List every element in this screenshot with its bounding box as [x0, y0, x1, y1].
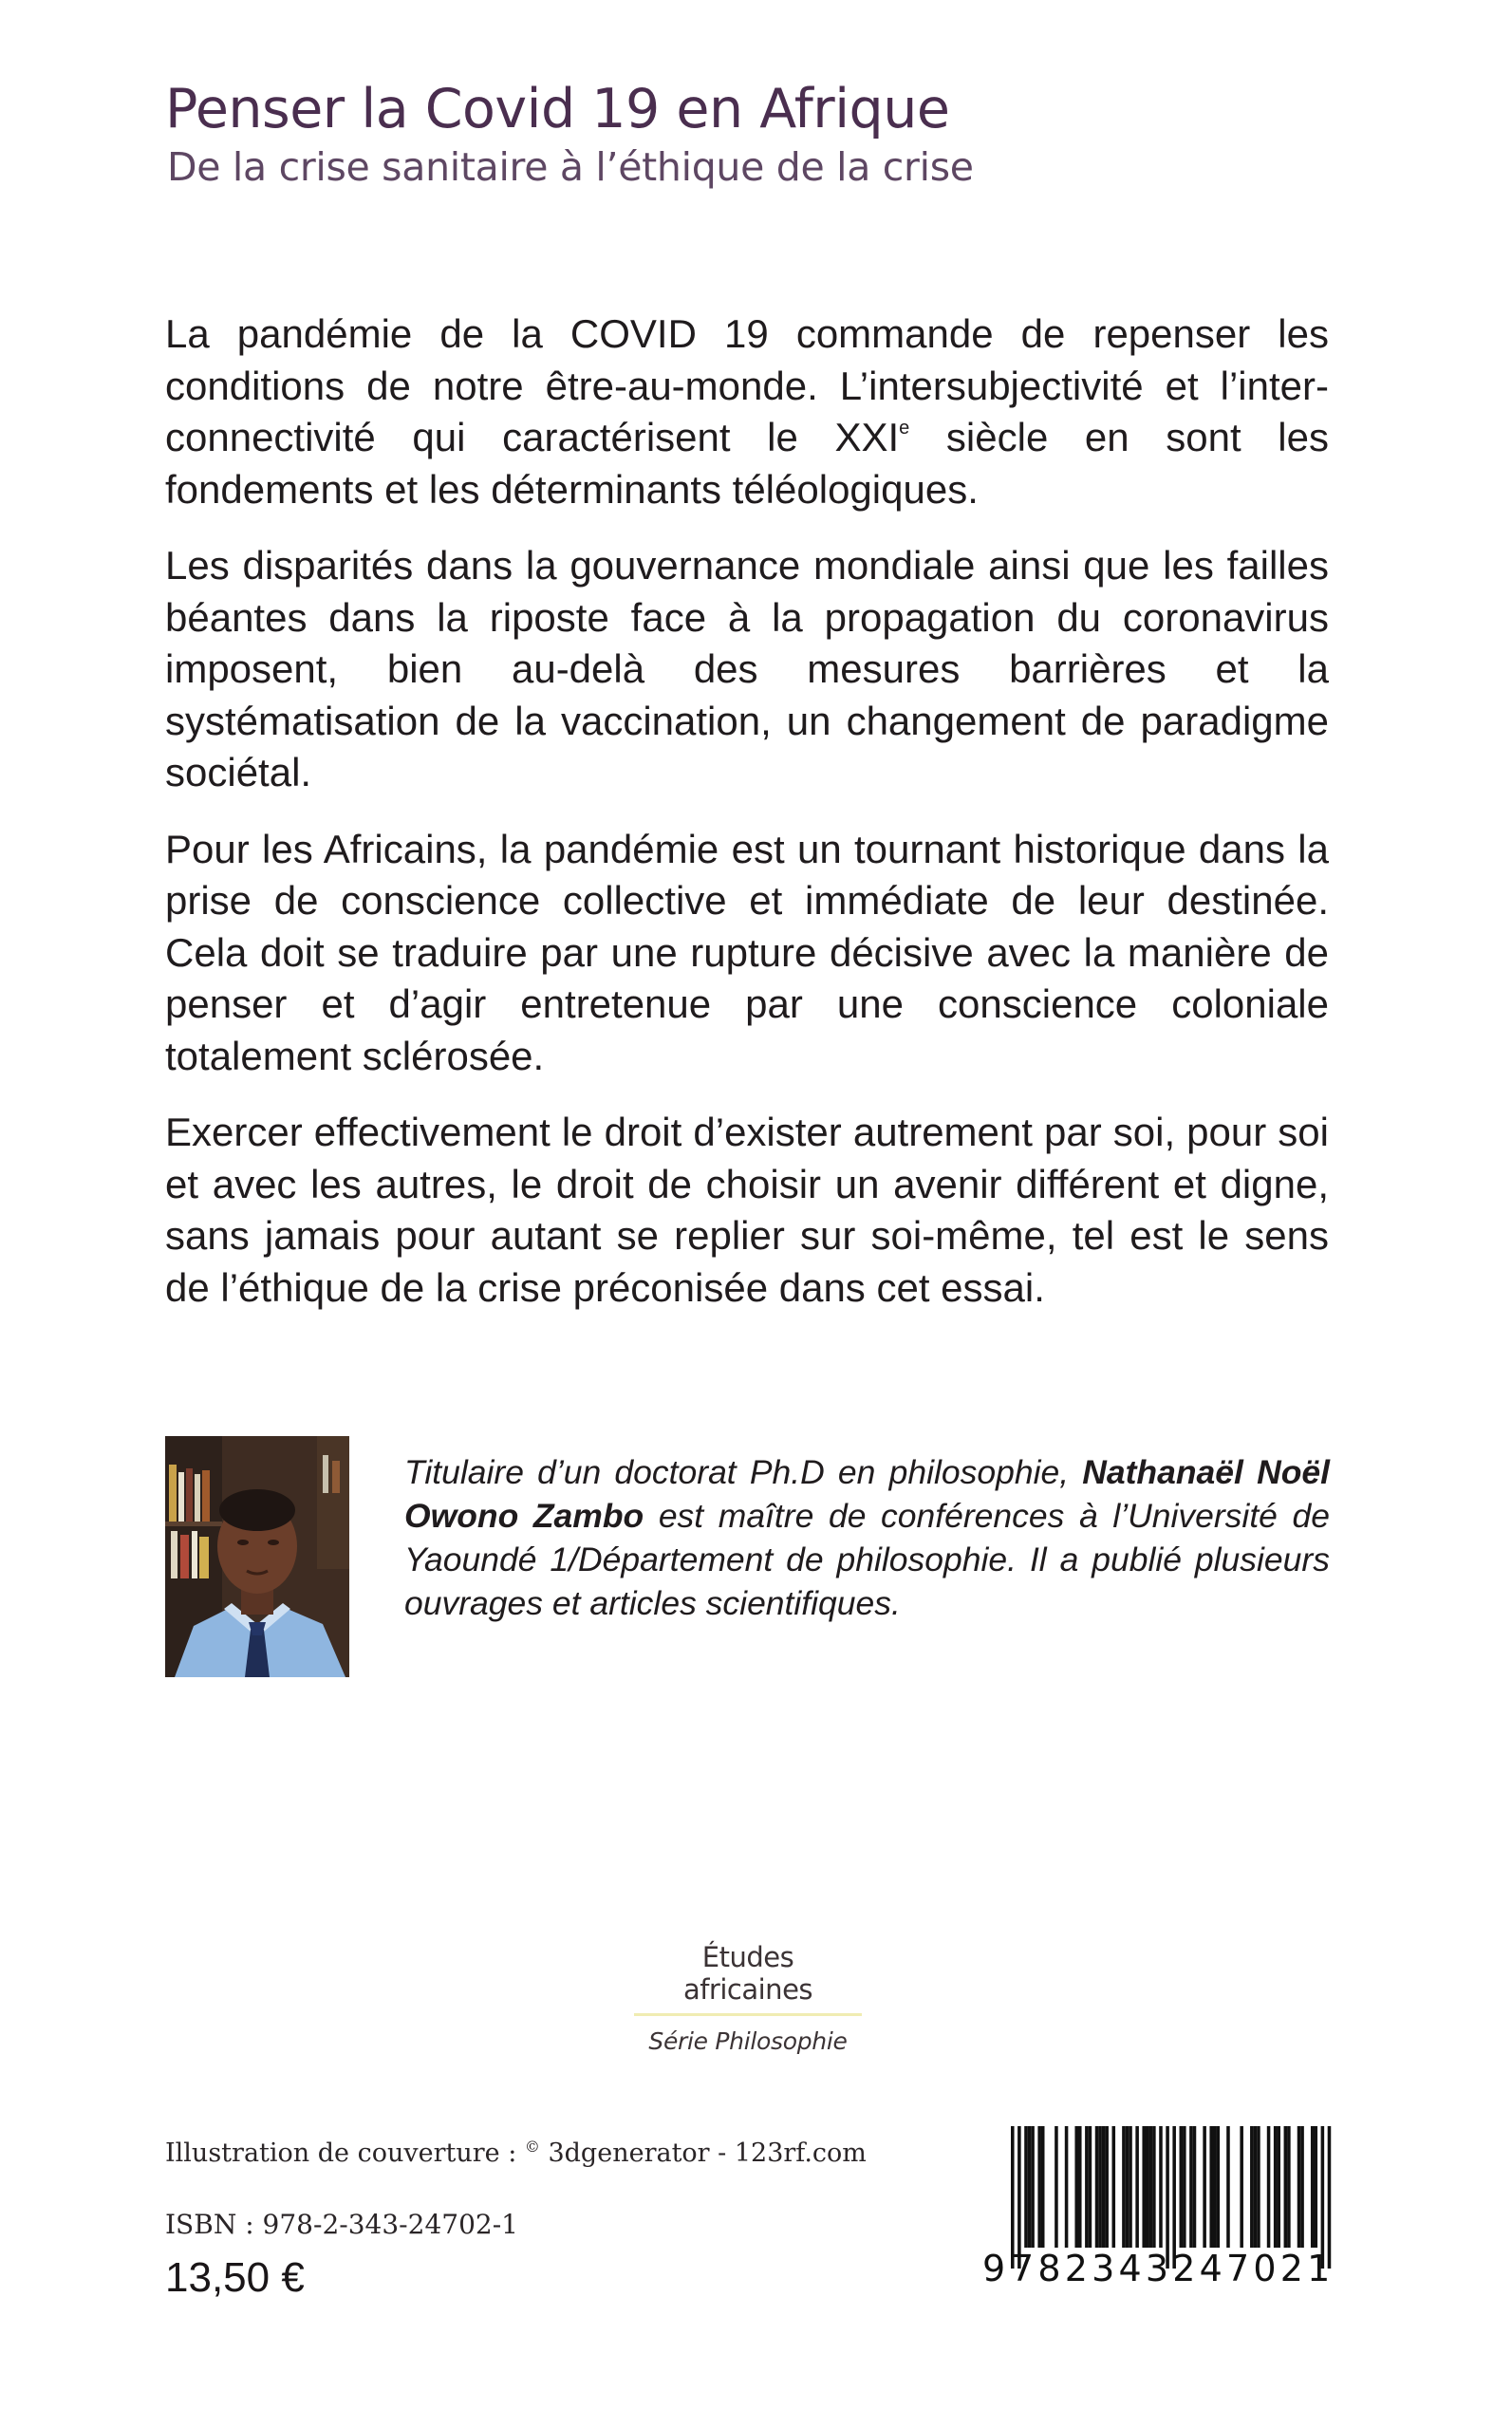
barcode-bar [1129, 2126, 1132, 2248]
barcode-bar [1089, 2126, 1092, 2248]
barcode-bar [1297, 2126, 1301, 2248]
back-cover-summary [165, 308, 1329, 1338]
barcode-bar [1277, 2126, 1280, 2248]
summary-paragraph-1-part-2: siècle en sont les fondements et les déterminants téléologiques. [165, 415, 1329, 512]
barcode-first-digit: 9 [982, 2248, 1006, 2289]
collection-series: Série Philosophie [648, 2027, 848, 2055]
author-bio-rest: est maître de conférences à l’Université de Yaoundé 1/Département de philosophie. Il a publié plusieurs ouvrages et articles scientifiques. [404, 1497, 1330, 1622]
book-title: Penser la Covid 19 en Afrique [165, 78, 950, 140]
summary-paragraph-1 [165, 308, 1329, 515]
barcode-bar [1300, 2126, 1304, 2248]
barcode-bar [1213, 2126, 1217, 2248]
author-name: Nathanaël Noël Owono Zambo [404, 1453, 1330, 1535]
barcode-bar [1112, 2126, 1116, 2248]
barcode-bar [1135, 2126, 1139, 2248]
barcode-bar [1254, 2126, 1258, 2248]
barcode-bar [1074, 2126, 1078, 2248]
barcode-bar [1267, 2126, 1271, 2248]
barcode-bar [1284, 2126, 1288, 2248]
barcode-bar [1055, 2126, 1058, 2248]
barcode-bar [1122, 2126, 1126, 2248]
barcode-bar [1287, 2126, 1291, 2248]
author-photo [165, 1436, 349, 1677]
collection-name: Études africaines [634, 1941, 862, 2016]
book-subtitle: De la crise sanitaire à l’éthique de la crise [167, 144, 974, 190]
barcode-bar [1159, 2126, 1163, 2248]
barcode-bar [1146, 2126, 1149, 2248]
barcode-bar [1311, 2126, 1315, 2248]
price: 13,50 € [165, 2254, 305, 2301]
barcode-bar [1024, 2126, 1028, 2248]
barcode-bar [1217, 2126, 1221, 2248]
illustration-credit [165, 2138, 867, 2168]
barcode-bar [1041, 2126, 1045, 2248]
illustration-credit-label: Illustration de couverture : [165, 2138, 525, 2168]
barcode-bar [1250, 2126, 1254, 2248]
summary-paragraph-3: Pour les Africains, la pandémie est un tournant historique dans la prise de conscience collective et immédiate de leur destinée. Cela doit se traduire par une rupture décisive avec la manière de penser et d’agir entretenue par une conscience coloniale totalement sclérosée. [165, 826, 1329, 1078]
barcode-bar [1078, 2126, 1082, 2248]
barcode-bar [1183, 2126, 1186, 2248]
barcode-bar [1149, 2126, 1153, 2248]
barcode-bar [1028, 2126, 1032, 2248]
barcode-bar [1203, 2126, 1206, 2248]
barcode-bar [1105, 2126, 1109, 2248]
barcode-bar [1085, 2126, 1089, 2248]
barcode-bar [1142, 2126, 1146, 2248]
collection-block [634, 1941, 862, 2055]
barcode-bar [1102, 2126, 1106, 2248]
barcode-bar [1315, 2126, 1318, 2248]
barcode-bar [1037, 2126, 1041, 2248]
barcode-bar [1126, 2126, 1129, 2248]
barcode-bar [1095, 2126, 1099, 2248]
barcode-bar [1065, 2126, 1069, 2248]
barcode-digits: 782343247021 [1011, 2248, 1335, 2289]
isbn: ISBN : 978-2-343-24702-1 [165, 2209, 518, 2240]
barcode-bar [1152, 2126, 1156, 2248]
barcode-bar [1031, 2126, 1035, 2248]
barcode-bar [1274, 2126, 1278, 2248]
barcode-bar [1240, 2126, 1243, 2248]
summary-paragraph-2: Les disparités dans la gouvernance mondiale ainsi que les failles béantes dans la riposte face à la propagation du coronavirus imposent, bien au-delà des mesures barrières et la systématisation de la vaccination, un changement de paradigme sociétal. [165, 543, 1329, 794]
barcode-bar [1226, 2126, 1230, 2248]
summary-paragraph-4: Exercer effectivement le droit d’exister autrement par soi, pour soi et avec les autres, le droit de choisir un avenir différent et digne, sans jamais pour autant se replier sur soi-même, tel est le sens de l’éthique de la crise préconisée dans cet essai. [165, 1110, 1329, 1310]
barcode-bar [1098, 2126, 1102, 2248]
barcode-bar [1180, 2126, 1184, 2248]
copyright-symbol: © [524, 2138, 540, 2156]
author-bio-intro: Titulaire d’un doctorat Ph.D en philosophie, [404, 1453, 1083, 1491]
summary-paragraph-1-part-1: La pandémie de la COVID 19 commande de repenser les conditions de notre être-au-monde. L’intersubjectivité et l’inter-connectivité qui caractérisent le XXI [165, 311, 1329, 459]
illustration-credit-source: 3dgenerator - 123rf.com [539, 2138, 867, 2168]
barcode-bar [1209, 2126, 1213, 2248]
barcode-bar [1257, 2126, 1260, 2248]
author-bio [404, 1450, 1330, 1625]
barcode-number [982, 2248, 1356, 2295]
barcode-bar [1189, 2126, 1193, 2248]
barcode [982, 2126, 1356, 2325]
barcode-bar [1193, 2126, 1197, 2248]
century-superscript: e [899, 418, 910, 439]
